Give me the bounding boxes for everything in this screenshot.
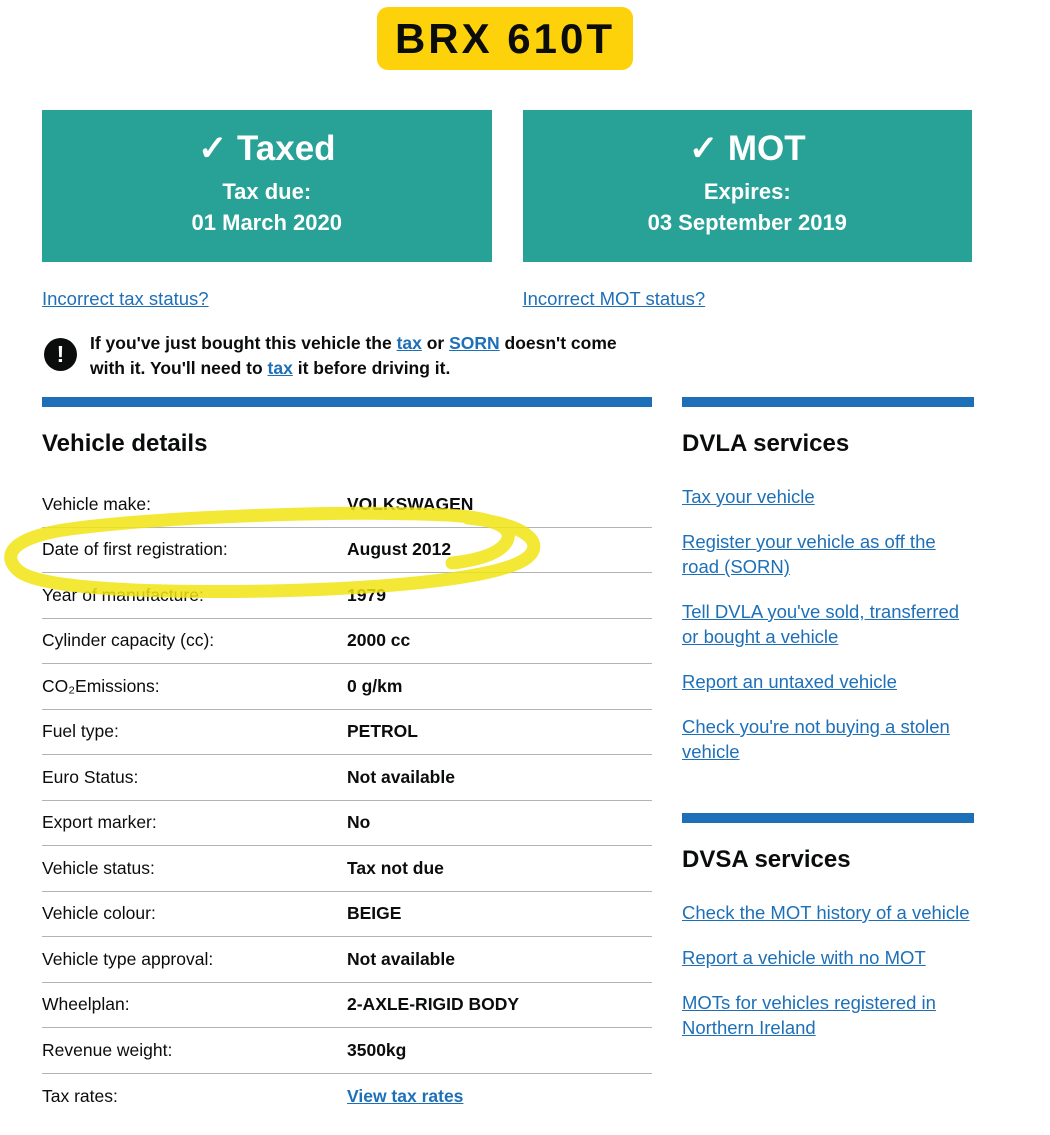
notice-segment: SORN (449, 333, 500, 353)
status-cards (42, 110, 972, 310)
row-value: Not available (347, 766, 455, 787)
vehicle-details-heading: Vehicle details (42, 430, 208, 457)
row-label: Cylinder capacity (cc): (42, 630, 215, 651)
incorrect-status-link[interactable]: Incorrect tax status? (42, 288, 209, 309)
row-value: Not available (347, 948, 455, 969)
sidebar-link[interactable]: Report a vehicle with no MOT (682, 947, 926, 968)
section-divider-bar (42, 397, 652, 407)
incorrect-status-link[interactable]: Incorrect MOT status? (522, 288, 706, 309)
row-value: August 2012 (347, 539, 452, 560)
row-label: Tax rates: (42, 1085, 118, 1106)
status-card-subtitle: Tax due: (222, 179, 312, 204)
notice-segment: tax (396, 333, 422, 353)
row-value: Tax not due (347, 857, 444, 878)
table-row (42, 1028, 652, 1074)
row-value: 2000 cc (347, 630, 411, 651)
status-card (42, 110, 492, 262)
row-label: CO₂Emissions: (42, 675, 160, 696)
notice-segment: it before driving it. (292, 358, 451, 378)
notice-segment: or (421, 333, 450, 353)
vehicle-details-section (42, 397, 652, 1119)
row-label: Export marker: (42, 812, 157, 833)
dvla-services-section (682, 397, 974, 784)
table-row (42, 573, 652, 619)
sidebar-link[interactable]: MOTs for vehicles registered in Northern Ireland (682, 992, 936, 1038)
row-label: Fuel type: (42, 721, 119, 742)
table-row (42, 892, 652, 938)
sidebar-link[interactable]: Report an untaxed vehicle (682, 671, 897, 692)
sidebar-link[interactable]: Tell DVLA you've sold, transferred or bought a vehicle (682, 601, 960, 647)
sidebar-link[interactable]: Tax your vehicle (682, 486, 815, 507)
check-icon: ✓ (688, 129, 719, 168)
check-icon: ✓ (197, 129, 228, 168)
dvsa-services-heading: DVSA services (682, 846, 851, 873)
row-value: No (347, 812, 371, 833)
row-value: 0 g/km (347, 675, 403, 696)
row-value: 2-AXLE-RIGID BODY (347, 994, 520, 1015)
notice-text (90, 331, 650, 381)
table-row (42, 983, 652, 1029)
table-row (42, 664, 652, 710)
table-row (42, 846, 652, 892)
row-label: Vehicle type approval: (42, 948, 214, 969)
status-card-subtitle: Expires: (703, 179, 791, 204)
dvla-links (682, 484, 974, 764)
status-title-text: Taxed (237, 129, 336, 168)
table-row (42, 482, 652, 528)
exclamation-icon: ! (44, 338, 77, 371)
row-label: Vehicle status: (42, 857, 155, 878)
section-divider-bar (682, 813, 974, 823)
table-row (42, 801, 652, 847)
notice-segment: If you've just bought this vehicle the (90, 333, 397, 353)
sidebar-link[interactable]: Check the MOT history of a vehicle (682, 902, 970, 923)
status-card (523, 110, 973, 262)
row-value: VOLKSWAGEN (347, 493, 474, 514)
status-card-date: 01 March 2020 (191, 210, 342, 235)
sidebar-link[interactable]: Register your vehicle as off the road (SORN) (682, 531, 936, 577)
row-value: 3500kg (347, 1039, 407, 1060)
row-label: Wheelplan: (42, 994, 130, 1015)
dvsa-links (682, 900, 974, 1040)
status-card-title (523, 128, 973, 170)
row-label: Euro Status: (42, 766, 139, 787)
table-row (42, 1074, 652, 1120)
sidebar-link[interactable]: Check you're not buying a stolen vehicle (682, 716, 950, 762)
row-label: Revenue weight: (42, 1039, 173, 1060)
dvla-services-heading: DVLA services (682, 430, 850, 457)
row-label: Vehicle make: (42, 493, 151, 514)
dvsa-services-section (682, 813, 974, 1060)
table-row (42, 528, 652, 574)
status-card-title (42, 128, 492, 170)
registration-plate: BRX 610T (377, 7, 633, 70)
vehicle-details-table (42, 482, 652, 1119)
row-value: PETROL (347, 721, 418, 742)
row-value[interactable]: View tax rates (347, 1085, 464, 1106)
notice-segment: doesn't come with it. You'll need to (90, 333, 617, 378)
tax-sorn-notice (42, 331, 654, 381)
row-label: Year of manufacture: (42, 584, 204, 605)
table-row (42, 937, 652, 983)
status-title-text: MOT (727, 129, 806, 168)
row-value: BEIGE (347, 903, 402, 924)
table-row (42, 755, 652, 801)
table-row (42, 710, 652, 756)
table-row (42, 619, 652, 665)
status-card-date: 03 September 2019 (647, 210, 847, 235)
row-label: Date of first registration: (42, 539, 228, 560)
section-divider-bar (682, 397, 974, 407)
row-label: Vehicle colour: (42, 903, 156, 924)
status-column (42, 110, 492, 310)
notice-segment: tax (267, 358, 293, 378)
status-column (523, 110, 973, 310)
row-value: 1979 (347, 584, 386, 605)
